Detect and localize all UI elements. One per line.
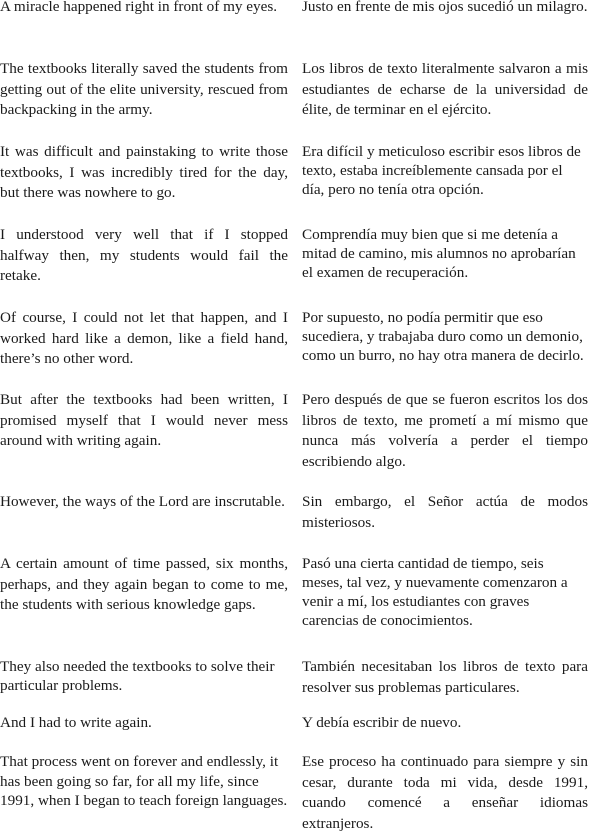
english-paragraph-2: The textbooks literally saved the students from getting out of the elite university, rescued from backpacking in the army.	[0, 60, 288, 119]
english-paragraph-11: That process went on forever and endlessly, it has been going so far, for all my life, since 1991, when I began to teach foreign languages.	[0, 753, 288, 809]
english-paragraph-10: And I had to write again.	[0, 714, 152, 731]
spanish-paragraph-5: Por supuesto, no podía permitir que eso sucediera, y trabajaba duro como un demonio, como un burro, no hay otra manera de decirlo.	[302, 309, 584, 364]
english-paragraph-4: I understood very well that if I stopped halfway then, my students would fail the retake.	[0, 226, 288, 285]
spanish-paragraph-4: Comprendía muy bien que si me detenía a mitad de camino, mis alumnos no aprobarían el examen de recuperación.	[302, 226, 576, 281]
english-paragraph-5: Of course, I could not let that happen, and I worked hard like a demon, like a field hand, there’s no other word.	[0, 309, 288, 368]
spanish-paragraph-10: Y debía escribir de nuevo.	[302, 714, 462, 731]
spanish-paragraph-8: Pasó una cierta cantidad de tiempo, seis meses, tal vez, y nuevamente comenzaron a venir a mí, los estudiantes con graves carencias de conocimientos.	[302, 555, 568, 629]
english-paragraph-1: A miracle happened right in front of my eyes.	[0, 0, 278, 15]
spanish-paragraph-9: También necesitaban los libros de texto para resolver sus problemas particulares.	[302, 658, 588, 696]
spanish-paragraph-3: Era difícil y meticuloso escribir esos libros de texto, estaba increíblemente cansada por el día, pero no tenía otra opción.	[302, 143, 581, 198]
english-paragraph-9: They also needed the textbooks to solve their particular problems.	[0, 658, 275, 694]
english-paragraph-7: However, the ways of the Lord are inscrutable.	[0, 493, 285, 510]
english-paragraph-6: But after the textbooks had been written, I promised myself that I would never mess around with writing again.	[0, 391, 288, 450]
spanish-paragraph-6: Pero después de que se fueron escritos los dos libros de texto, me prometí a mí mismo que nunca más volvería a perder el tiempo escribiendo algo.	[302, 391, 588, 470]
english-paragraph-3: It was difficult and painstaking to write those textbooks, I was incredibly tired for the day, but there was nowhere to go.	[0, 143, 288, 202]
spanish-paragraph-2: Los libros de texto literalmente salvaron a mis estudiantes de echarse de la universidad de élite, de terminar en el ejército.	[302, 60, 588, 119]
spanish-paragraph-7: Sin embargo, el Señor actúa de modos misteriosos.	[302, 493, 588, 531]
english-paragraph-8: A certain amount of time passed, six months, perhaps, and they again began to come to me, the students with serious knowledge gaps.	[0, 555, 288, 614]
spanish-paragraph-11: Ese proceso ha continuado para siempre y sin cesar, durante toda mi vida, desde 1991, cuando comencé a enseñar idiomas extranjeros.	[302, 753, 588, 832]
spanish-paragraph-1: Justo en frente de mis ojos sucedió un milagro.	[302, 0, 588, 15]
